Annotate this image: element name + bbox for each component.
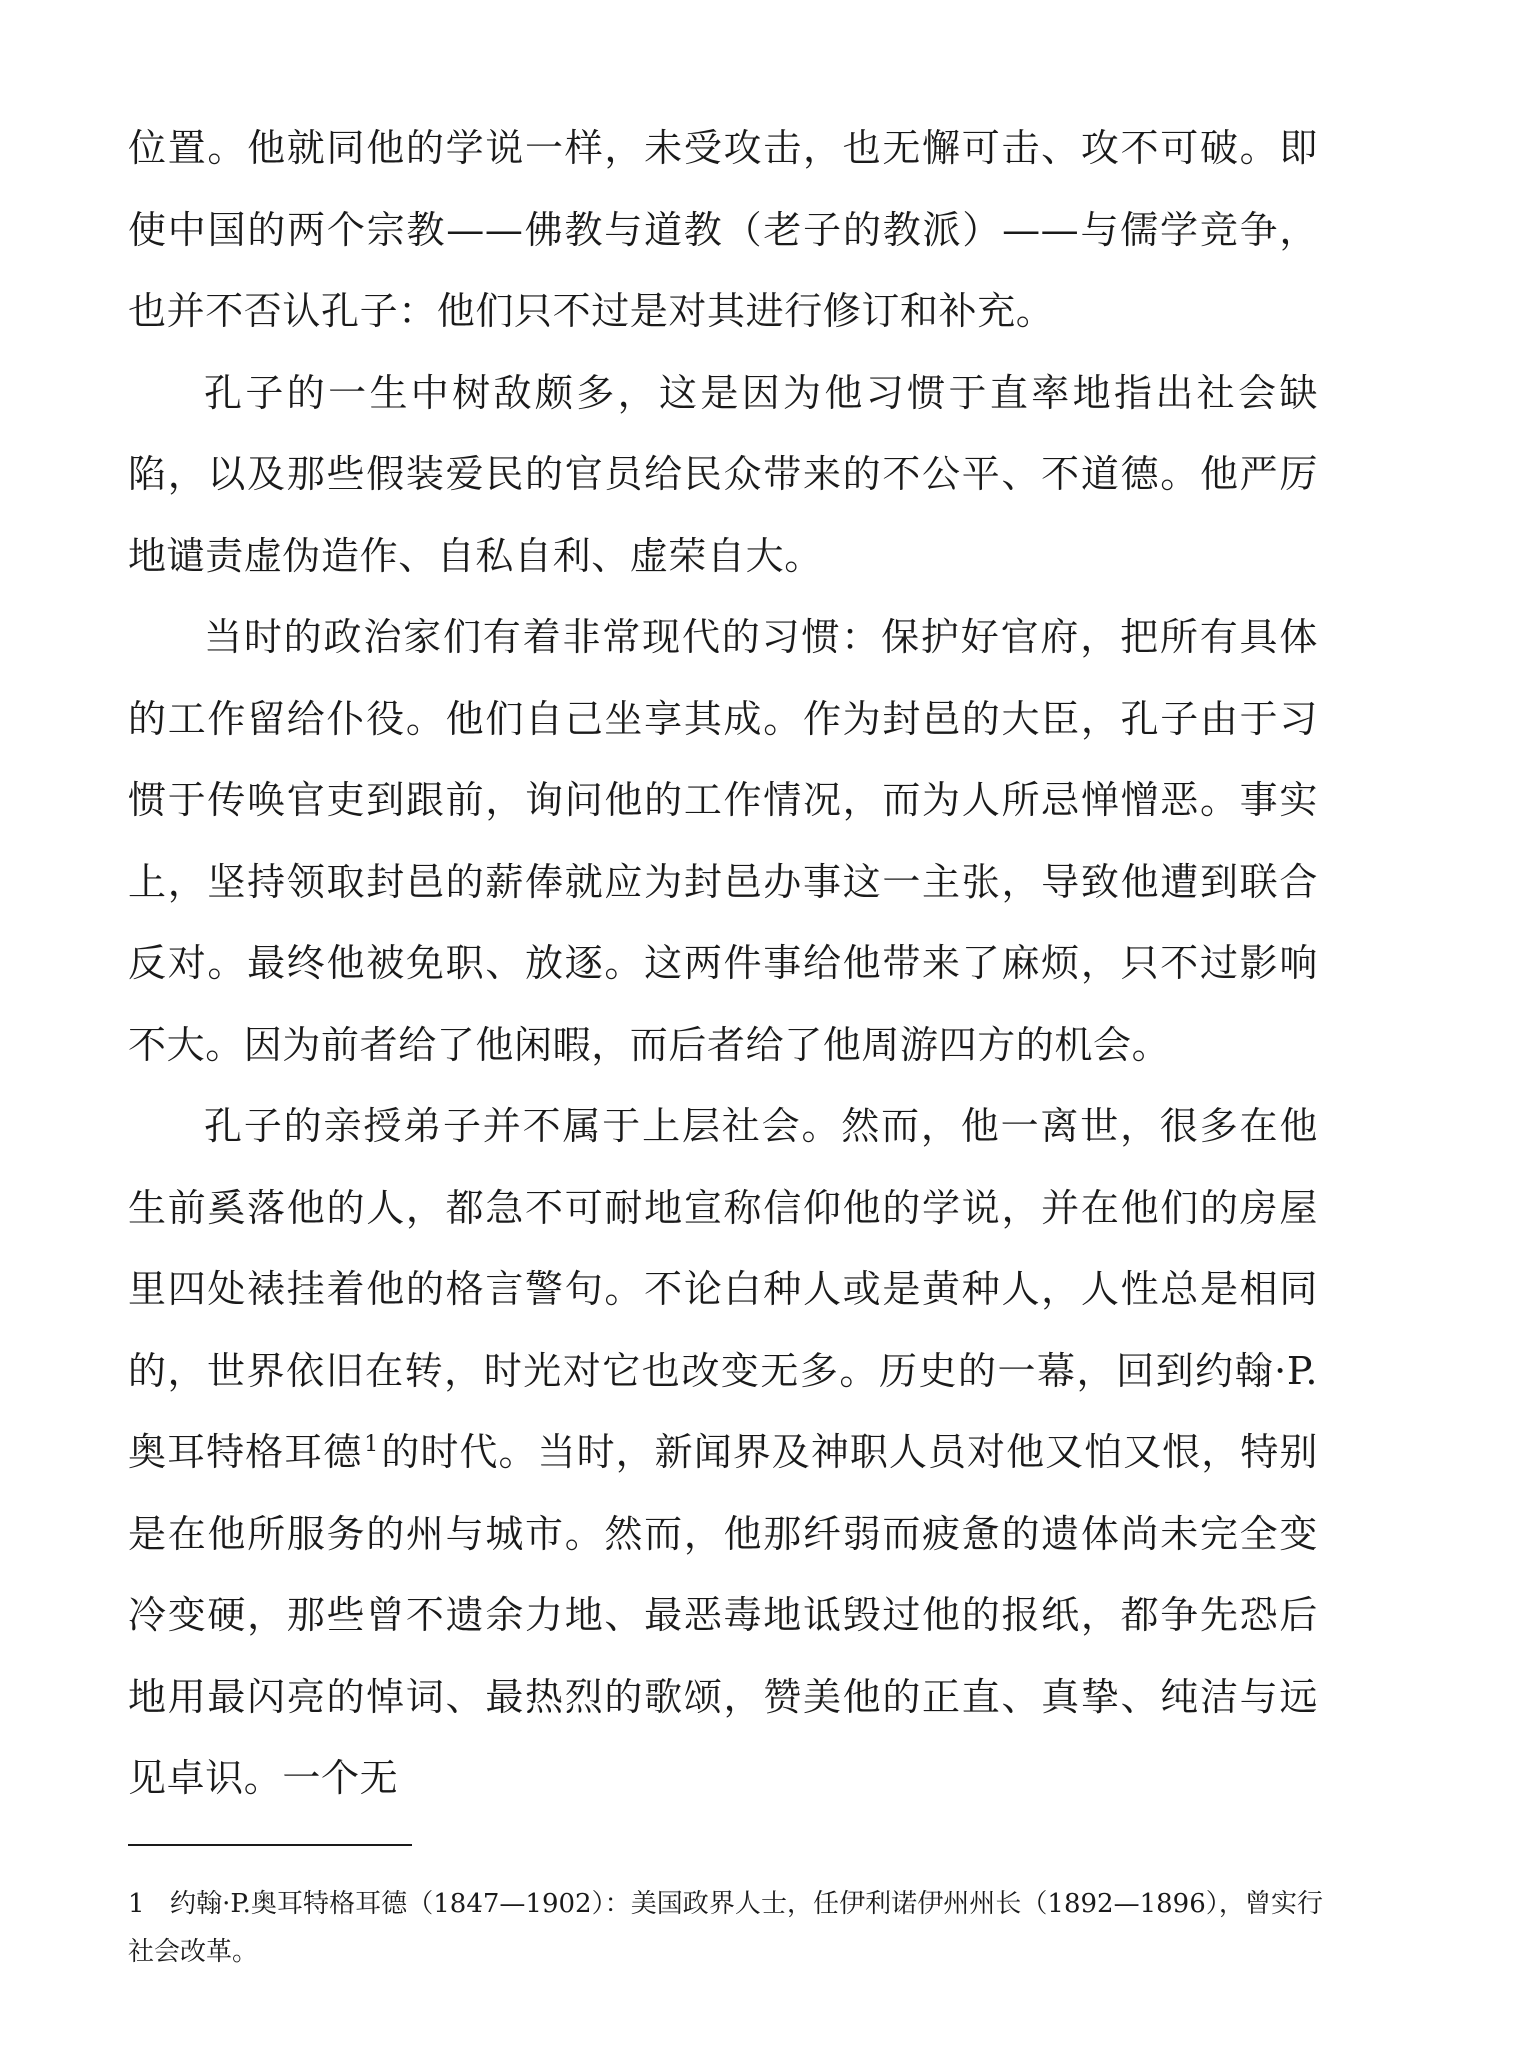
footnote — [128, 1880, 1323, 1976]
footnote-text: 约翰·P.奥耳特格耳德（1847—1902）：美国政界人士，任伊利诺伊州州长（1892—1896），曾实行社会改革。 — [128, 1889, 1323, 1967]
paragraph-4-text-after-note: 的时代。当时，新闻界及神职人员对他又怕又恨，特别是在他所服务的州与城市。然而，他那纤弱而疲惫的遗体尚未完全变冷变硬，那些曾不遗余力地、最恶毒地诋毁过他的报纸，都争先恐后地用最闪亮的悼词、最热烈的歌颂，赞美他的正直、真挚、纯洁与远见卓识。一个无 — [128, 1430, 1318, 1800]
body-text — [128, 108, 1318, 1820]
paragraph-3: 当时的政治家们有着非常现代的习惯：保护好官府，把所有具体的工作留给仆役。他们自己坐享其成。作为封邑的大臣，孔子由于习惯于传唤官吏到跟前，询问他的工作情况，而为人所忌惮憎恶。事实上，坚持领取封邑的薪俸就应为封邑办事这一主张，导致他遭到联合反对。最终他被免职、放逐。这两件事给他带来了麻烦，只不过影响不大。因为前者给了他闲暇，而后者给了他周游四方的机会。 — [128, 615, 1318, 1067]
paragraph-4-text-before-note: 孔子的亲授弟子并不属于上层社会。然而，他一离世，很多在他生前奚落他的人，都急不可耐地宣称信仰他的学说，并在他们的房屋里四处裱挂着他的格言警句。不论白种人或是黄种人，人性总是相同的，世界依旧在转，时光对它也改变无多。历史的一幕，回到约翰·P.奥耳特格耳德 — [128, 1104, 1318, 1474]
footnote-divider — [128, 1844, 412, 1846]
paragraph-2: 孔子的一生中树敌颇多，这是因为他习惯于直率地指出社会缺陷，以及那些假装爱民的官员给民众带来的不公平、不道德。他严厉地谴责虚伪造作、自私自利、虚荣自大。 — [128, 370, 1318, 578]
paragraph-1: 位置。他就同他的学说一样，未受攻击，也无懈可击、攻不可破。即使中国的两个宗教——佛教与道教（老子的教派）——与儒学竞争，也并不否认孔子：他们只不过是对其进行修订和补充。 — [128, 126, 1318, 333]
footnote-reference[interactable]: 1 — [364, 1432, 379, 1457]
paragraph-4 — [128, 1086, 1318, 1820]
footnote-number: 1 — [128, 1889, 145, 1919]
